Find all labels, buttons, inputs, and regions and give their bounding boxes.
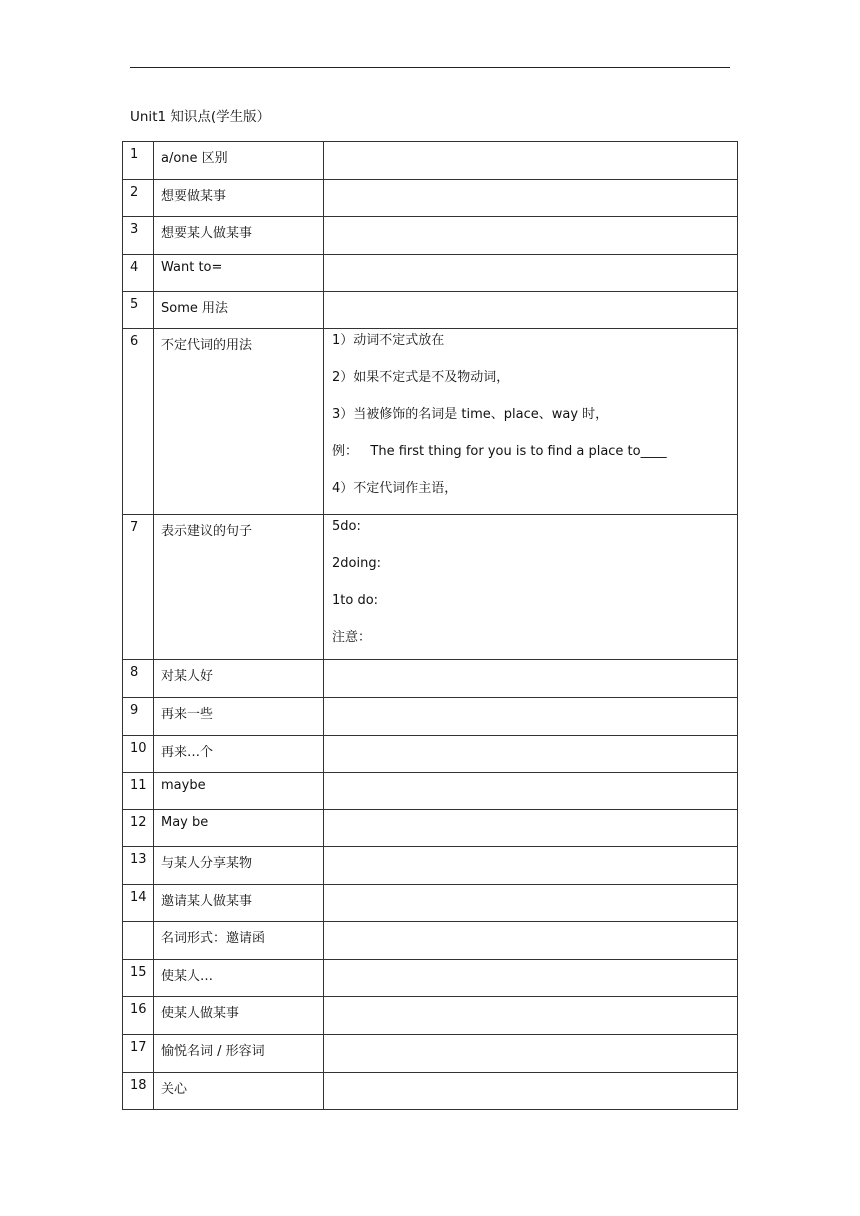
row-term: May be: [154, 810, 324, 847]
row-number: 13: [123, 847, 154, 885]
row-term: 想要做某事: [154, 180, 324, 217]
row-number: 4: [123, 255, 154, 292]
row-number: 15: [123, 960, 154, 997]
table-row: [123, 255, 738, 292]
row-notes: [324, 515, 738, 660]
table-row: [123, 180, 738, 217]
row-number: 7: [123, 515, 154, 660]
row-term: 再来…个: [154, 736, 324, 773]
table-row: [123, 1035, 738, 1073]
row-notes: [324, 698, 738, 736]
row-notes: [324, 255, 738, 292]
note-line: 4）不定代词作主语，: [332, 481, 458, 496]
row-notes: [324, 329, 738, 515]
row-notes: [324, 180, 738, 217]
table-row: [123, 810, 738, 847]
row-notes: [324, 773, 738, 810]
table-row: [123, 698, 738, 736]
table-row: [123, 142, 738, 180]
table-row: [123, 773, 738, 810]
note-line: 2doing:: [332, 556, 381, 571]
table-row: [123, 847, 738, 885]
table-row: [123, 997, 738, 1035]
note-line: 1）动词不定式放在: [332, 333, 445, 348]
note-line: 5do:: [332, 519, 361, 534]
row-term: Want to=: [154, 255, 324, 292]
row-term: 愉悦名词 / 形容词: [154, 1035, 324, 1073]
table-row: [123, 515, 738, 660]
row-number: 6: [123, 329, 154, 515]
row-notes: [324, 847, 738, 885]
row-notes: [324, 1073, 738, 1110]
table-row: [123, 660, 738, 698]
table-row: [123, 885, 738, 922]
row-notes: [324, 660, 738, 698]
table-row: [123, 736, 738, 773]
table-row: [123, 922, 738, 960]
row-term: 表示建议的句子: [154, 515, 324, 660]
note-line: 2）如果不定式是不及物动词，: [332, 370, 510, 385]
knowledge-table-body: [123, 142, 738, 1110]
table-row: [123, 292, 738, 329]
row-term: 与某人分享某物: [154, 847, 324, 885]
row-term: 使某人…: [154, 960, 324, 997]
row-notes: [324, 922, 738, 960]
row-number: 3: [123, 217, 154, 255]
row-number: 10: [123, 736, 154, 773]
row-number: 1: [123, 142, 154, 180]
row-number: 5: [123, 292, 154, 329]
header-rule: [130, 67, 730, 68]
note-line: 1to do:: [332, 593, 379, 608]
row-notes: [324, 1035, 738, 1073]
row-term: 邀请某人做某事: [154, 885, 324, 922]
row-notes: [324, 810, 738, 847]
row-number: 17: [123, 1035, 154, 1073]
row-number: 14: [123, 885, 154, 922]
row-notes: [324, 885, 738, 922]
row-notes: [324, 142, 738, 180]
row-notes: [324, 997, 738, 1035]
row-number: [123, 922, 154, 960]
document-title: Unit1 知识点(学生版）: [130, 109, 271, 125]
table-row: [123, 960, 738, 997]
row-term: 名词形式：邀请函: [154, 922, 324, 960]
note-line: 例： The first thing for you is to find a place to____: [332, 444, 667, 459]
row-number: 9: [123, 698, 154, 736]
row-number: 8: [123, 660, 154, 698]
row-number: 2: [123, 180, 154, 217]
knowledge-table: [122, 141, 738, 1110]
row-term: 使某人做某事: [154, 997, 324, 1035]
table-row: [123, 329, 738, 515]
row-term: 关心: [154, 1073, 324, 1110]
row-term: a/one 区别: [154, 142, 324, 180]
row-number: 12: [123, 810, 154, 847]
row-notes: [324, 292, 738, 329]
row-term: 想要某人做某事: [154, 217, 324, 255]
row-notes: [324, 960, 738, 997]
row-term: 再来一些: [154, 698, 324, 736]
row-notes: [324, 217, 738, 255]
table-row: [123, 1073, 738, 1110]
row-number: 18: [123, 1073, 154, 1110]
note-line: 注意：: [332, 630, 372, 645]
row-term: maybe: [154, 773, 324, 810]
row-notes: [324, 736, 738, 773]
row-term: 不定代词的用法: [154, 329, 324, 515]
row-number: 16: [123, 997, 154, 1035]
row-term: 对某人好: [154, 660, 324, 698]
table-row: [123, 217, 738, 255]
note-line: 3）当被修饰的名词是 time、place、way 时，: [332, 407, 609, 422]
row-number: 11: [123, 773, 154, 810]
row-term: Some 用法: [154, 292, 324, 329]
